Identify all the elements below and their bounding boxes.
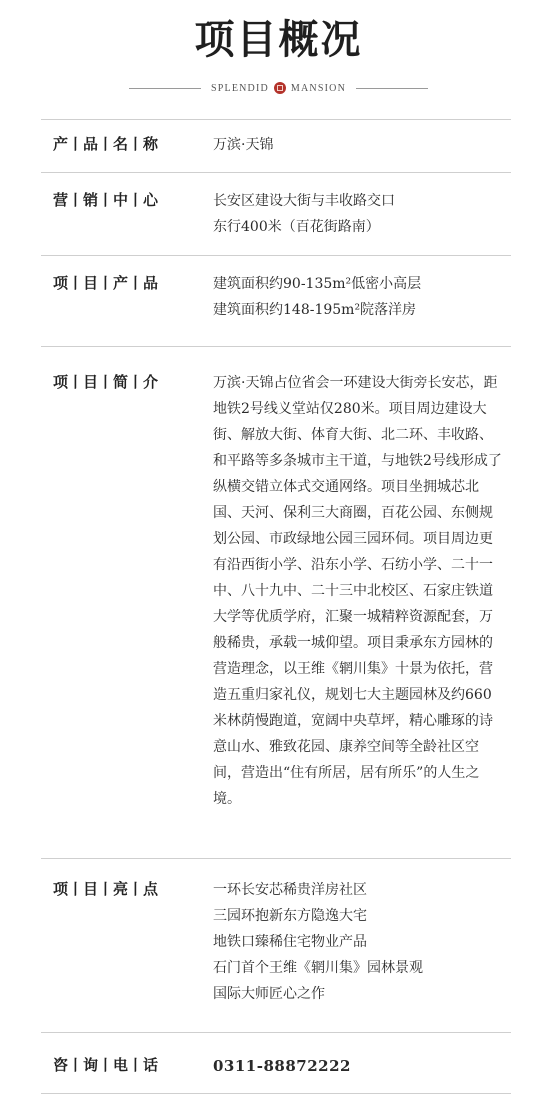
row-value [213, 1053, 503, 1079]
divider [41, 119, 511, 120]
value-line: 一环长安芯稀贵洋房社区 [213, 882, 367, 898]
divider [41, 255, 511, 256]
divider [41, 1032, 511, 1033]
row-value [213, 271, 503, 323]
subtitle-word-left: SPLENDID [210, 82, 269, 94]
phone-number[interactable]: 0311-88872222 [213, 1057, 351, 1075]
divider [41, 858, 511, 859]
row-label: 咨丨询丨电丨话 [53, 1056, 159, 1074]
value-line: 建筑面积约90-135m²低密小高层 [213, 276, 422, 292]
subtitle-text [211, 82, 346, 94]
row-label: 营丨销丨中丨心 [53, 191, 159, 209]
row-label: 产丨品丨名丨称 [53, 135, 159, 153]
divider [41, 172, 511, 173]
intro-paragraph: 万滨·天锦占位省会一环建设大街旁长安芯，距地铁2号线义堂站仅280米。项目周边建设大街、解放大街、体育大街、北二环、丰收路、和平路等多条城市主干道，与地铁2号线形成了纵横交错立体式交通网络。项目坐拥城芯北国、天河、保利三大商圈，百花公园、东侧规划公园、市政绿地公园三园环伺。项目周边更有沿西街小学、沿东小学、石纺小学、二十一中、八十九中、二十三中北校区、石家庄铁道大学等优质学府，汇聚一城精粹资源配套，万般稀贵，承载一城仰望。项目秉承东方园林的营造理念，以王维《辋川集》十景为依托，营造五重归家礼仪，规划七大主题园林及约660米林荫慢跑道，宽阔中央草坪，精心雕琢的诗意山水、雅致花园、康养空间等全龄社区空间，营造出“住有所居，居有所乐”的人生之境。 [213, 375, 502, 807]
subtitle-line-right [356, 88, 428, 89]
row-label: 项丨目丨亮丨点 [53, 880, 159, 898]
row-value [213, 188, 503, 240]
row-value [213, 132, 503, 158]
subtitle-bar [0, 78, 557, 98]
value-line: 国际大师匠心之作 [213, 986, 325, 1002]
subtitle-word-right: MANSION [290, 82, 346, 94]
value-line: 长安区建设大街与丰收路交口 [213, 193, 395, 209]
divider [41, 346, 511, 347]
value-line: 万滨·天锦 [213, 137, 274, 153]
value-line: 石门首个王维《辋川集》园林景观 [213, 960, 423, 976]
divider [41, 1093, 511, 1094]
red-seal-icon [274, 82, 286, 94]
value-line: 三园环抱新东方隐逸大宅 [213, 908, 367, 924]
value-line: 东行400米（百花街路南） [213, 219, 380, 235]
subtitle-line-left [129, 88, 201, 89]
row-label: 项丨目丨产丨品 [53, 274, 159, 292]
page-title: 项目概况 [194, 16, 363, 63]
value-line: 建筑面积约148-195m²院落洋房 [213, 302, 417, 318]
row-label: 项丨目丨简丨介 [53, 373, 159, 391]
row-value [213, 877, 503, 1007]
value-line: 地铁口臻稀住宅物业产品 [213, 934, 367, 950]
